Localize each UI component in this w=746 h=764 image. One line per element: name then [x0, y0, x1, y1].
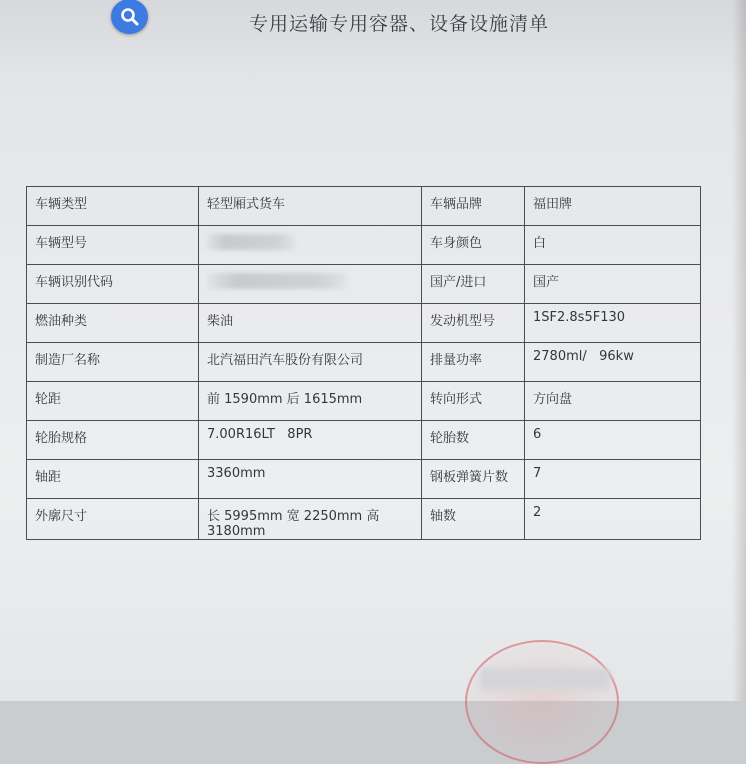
field-label: 轴距	[27, 460, 199, 499]
table-row	[27, 382, 701, 421]
field-value: 前 1590mm 后 1615mm	[199, 382, 422, 421]
page-edge-shadow	[732, 0, 746, 701]
field-value: 1SF2.8s5F130	[525, 304, 701, 343]
field-label: 轮胎数	[422, 421, 525, 460]
field-value: 6	[525, 421, 701, 460]
field-value: 长 5995mm 宽 2250mm 高 3180mm	[199, 499, 422, 540]
field-value-redacted	[199, 226, 422, 265]
field-value: 方向盘	[525, 382, 701, 421]
field-label: 制造厂名称	[27, 343, 199, 382]
field-label: 排量功率	[422, 343, 525, 382]
table-row	[27, 187, 701, 226]
field-label: 轮距	[27, 382, 199, 421]
field-label: 车辆型号	[27, 226, 199, 265]
table-row	[27, 499, 701, 540]
field-label: 车辆品牌	[422, 187, 525, 226]
field-label: 钢板弹簧片数	[422, 460, 525, 499]
field-label: 车身颜色	[422, 226, 525, 265]
field-label: 车辆识别代码	[27, 265, 199, 304]
field-value: 国产	[525, 265, 701, 304]
field-value: 福田牌	[525, 187, 701, 226]
field-value: 2	[525, 499, 701, 540]
field-value: 北汽福田汽车股份有限公司	[199, 343, 422, 382]
table-row	[27, 460, 701, 499]
field-value-redacted	[199, 265, 422, 304]
field-label: 发动机型号	[422, 304, 525, 343]
document-title: 专用运输专用容器、设备设施清单	[248, 13, 549, 35]
vehicle-spec-table	[26, 186, 701, 540]
field-value: 白	[525, 226, 701, 265]
field-value: 2780ml/ 96kw	[525, 343, 701, 382]
field-value: 7	[525, 460, 701, 499]
field-value: 7.00R16LT 8PR	[199, 421, 422, 460]
redaction-blur	[207, 234, 295, 250]
field-label: 转向形式	[422, 382, 525, 421]
stamp-redaction-blur	[480, 668, 610, 690]
table-row	[27, 343, 701, 382]
field-label: 外廓尺寸	[27, 499, 199, 540]
field-label: 轴数	[422, 499, 525, 540]
table-row	[27, 304, 701, 343]
field-label: 轮胎规格	[27, 421, 199, 460]
field-value: 柴油	[199, 304, 422, 343]
field-value: 轻型厢式货车	[199, 187, 422, 226]
field-label: 车辆类型	[27, 187, 199, 226]
table-row	[27, 421, 701, 460]
field-label: 国产/进口	[422, 265, 525, 304]
field-value: 3360mm	[199, 460, 422, 499]
redaction-blur	[207, 273, 347, 289]
table-row	[27, 265, 701, 304]
table-row	[27, 226, 701, 265]
field-label: 燃油种类	[27, 304, 199, 343]
red-stamp	[465, 640, 619, 764]
